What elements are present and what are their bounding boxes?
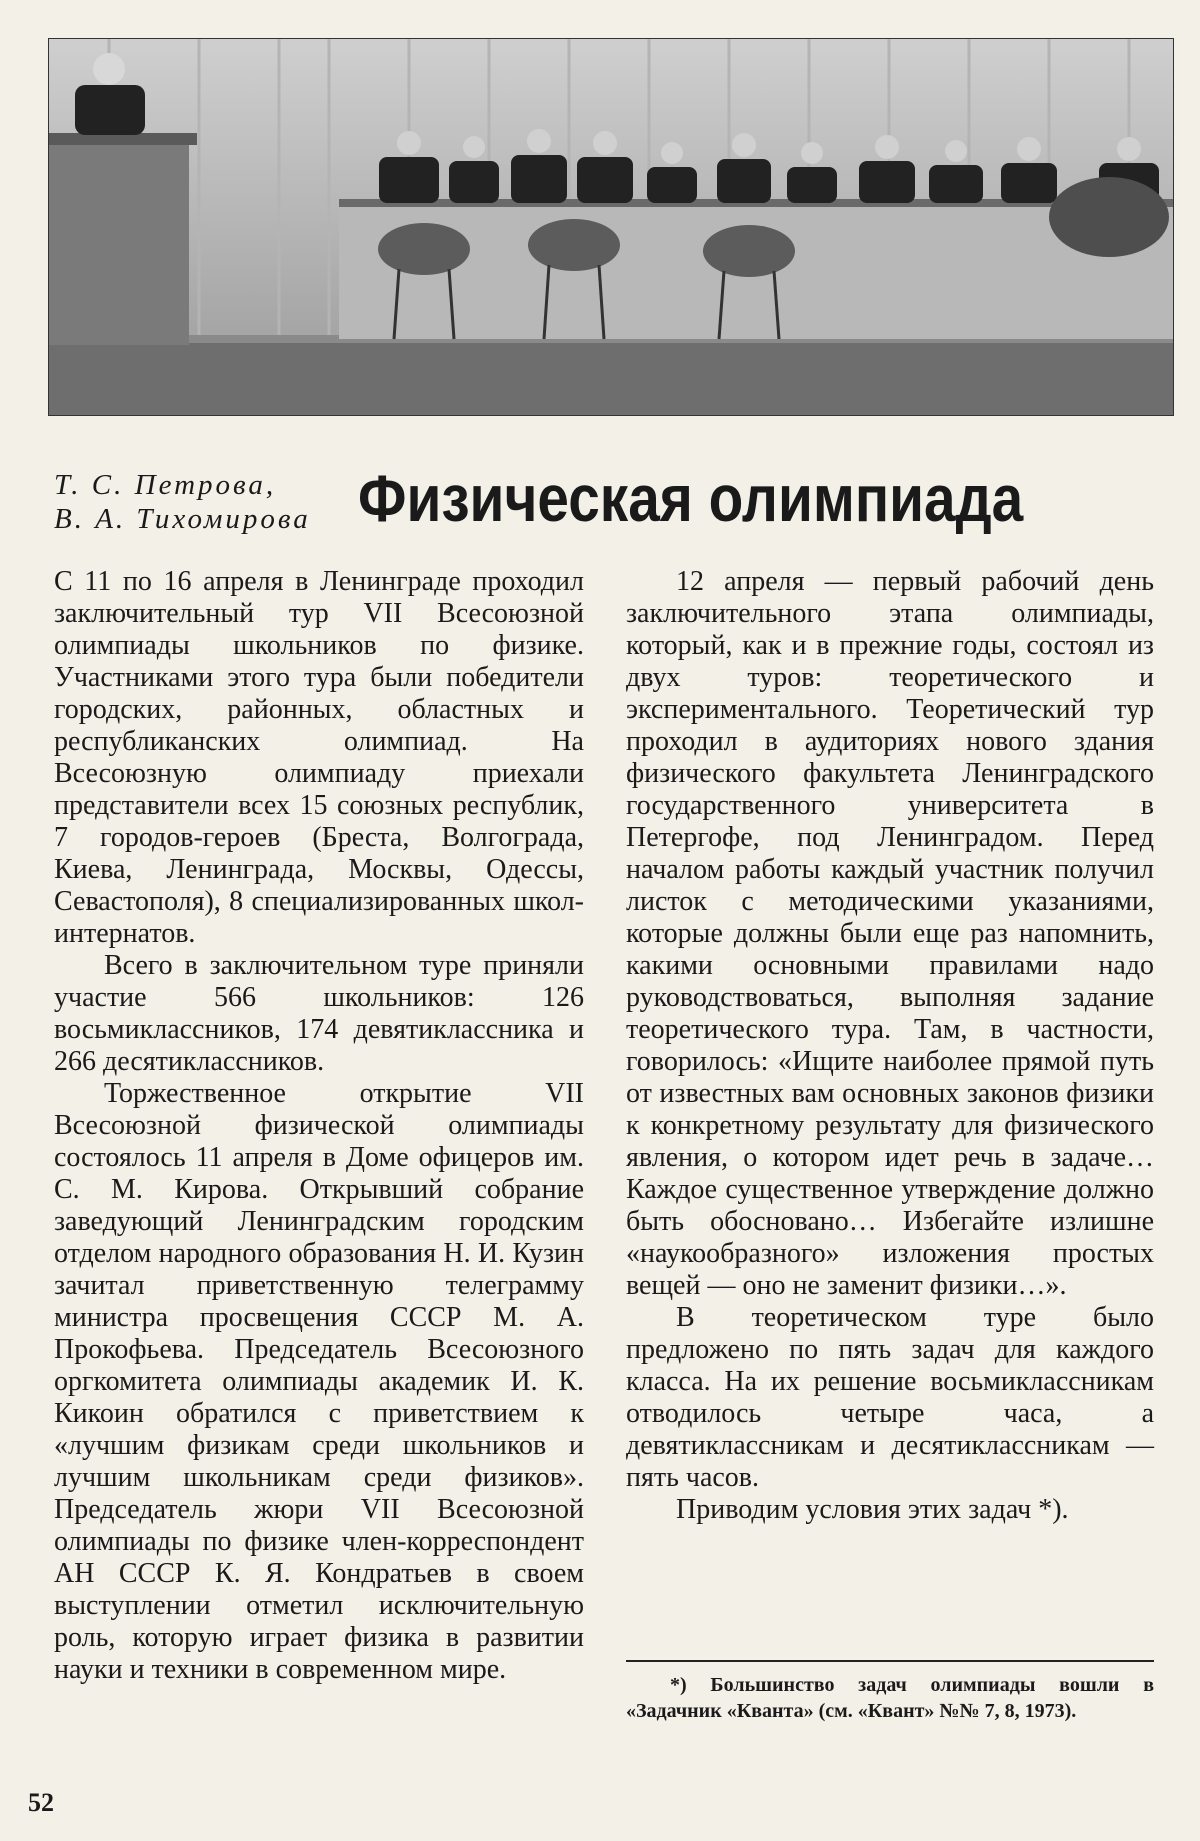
conference-photo-icon xyxy=(49,39,1173,415)
paragraph: В теоретическом туре было предложено по пять задач для каждого класса. На их решение восьмиклассникам отводилось четыре часа, а девятиклассникам и десятиклассникам — пять часов. xyxy=(626,1302,1154,1493)
paragraph: 12 апреля — первый рабочий день заключительного этапа олимпиады, который, как и в прежние годы, состоял из двух туров: теоретического и экспериментального. Теоретический тур проходил в аудиториях нового здания физического факультета Ленинградского государственного университета в Петергофе, под Ленинградом. Перед началом работы каждый участник получил листок с методическими указаниями, которые должны были еще раз напомнить, какими основными правилами надо руководствоваться, выполняя задание теоретического тура. Там, в частности, говорилось: «Ищите наиболее прямой путь от известных вам основных законов физики к конкретному результату для физического явления, о котором идет речь в задаче… Каждое существенное утверждение должно быть обосновано… Избегайте излишне «наукообразного» изложения простых вещей — оно не заменит физики…». xyxy=(626,566,1154,1301)
right-column xyxy=(626,566,1154,1526)
page-number: 52 xyxy=(28,1788,54,1817)
paragraph: Всего в заключительном туре приняли участие 566 школьников: 126 восьмиклассников, 174 девятиклассника и 266 десятиклассников. xyxy=(54,950,584,1077)
author-2: В. А. Тихомирова xyxy=(54,503,311,535)
footnote-divider xyxy=(626,1660,1154,1662)
paragraph: Приводим условия этих задач *). xyxy=(676,1494,1069,1525)
left-column xyxy=(54,566,584,1686)
paragraph: Торжественное открытие VII Всесоюзной физической олимпиады состоялось 11 апреля в Доме офицеров им. С. М. Кирова. Открывший собрание заведующий Ленинградским городским отделом народного образования Н. И. Кузин зачитал приветственную телеграмму министра просвещения СССР М. А. Прокофьева. Председатель Всесоюзного оргкомитета олимпиады академик И. К. Кикоин обратился с приветствием к «лучшим физикам среди школьников и лучшим школьникам среди физиков». Председатель жюри VII Всесоюзной олимпиады по физике член-корреспондент АН СССР К. Я. Кондратьев в своем выступлении отметил исключительную роль, которую играет физика в развитии науки и техники в современном мире. xyxy=(54,1078,584,1685)
footnote-text: *) Большинство задач олимпиады вошли в «Задачник «Кванта» (см. «Квант» №№ 7, 8, 1973). xyxy=(626,1674,1154,1722)
footnote xyxy=(626,1672,1154,1724)
paragraph: С 11 по 16 апреля в Ленинграде проходил заключительный тур VII Всесоюзной олимпиады школьников по физике. Участниками этого тура были победители городских, районных, областных и республиканских олимпиад. На Всесоюзную олимпиаду приехали представители всех 15 союзных республик, 7 городов-героев (Бреста, Волгограда, Киева, Ленинграда, Москвы, Одессы, Севастополя), 8 специализированных школ-интернатов. xyxy=(54,566,584,949)
article-authors xyxy=(54,468,354,536)
author-1: Т. С. Петрова, xyxy=(54,469,277,501)
conference-photo xyxy=(48,38,1174,416)
article-title: Физическая олимпиада xyxy=(358,461,1024,535)
